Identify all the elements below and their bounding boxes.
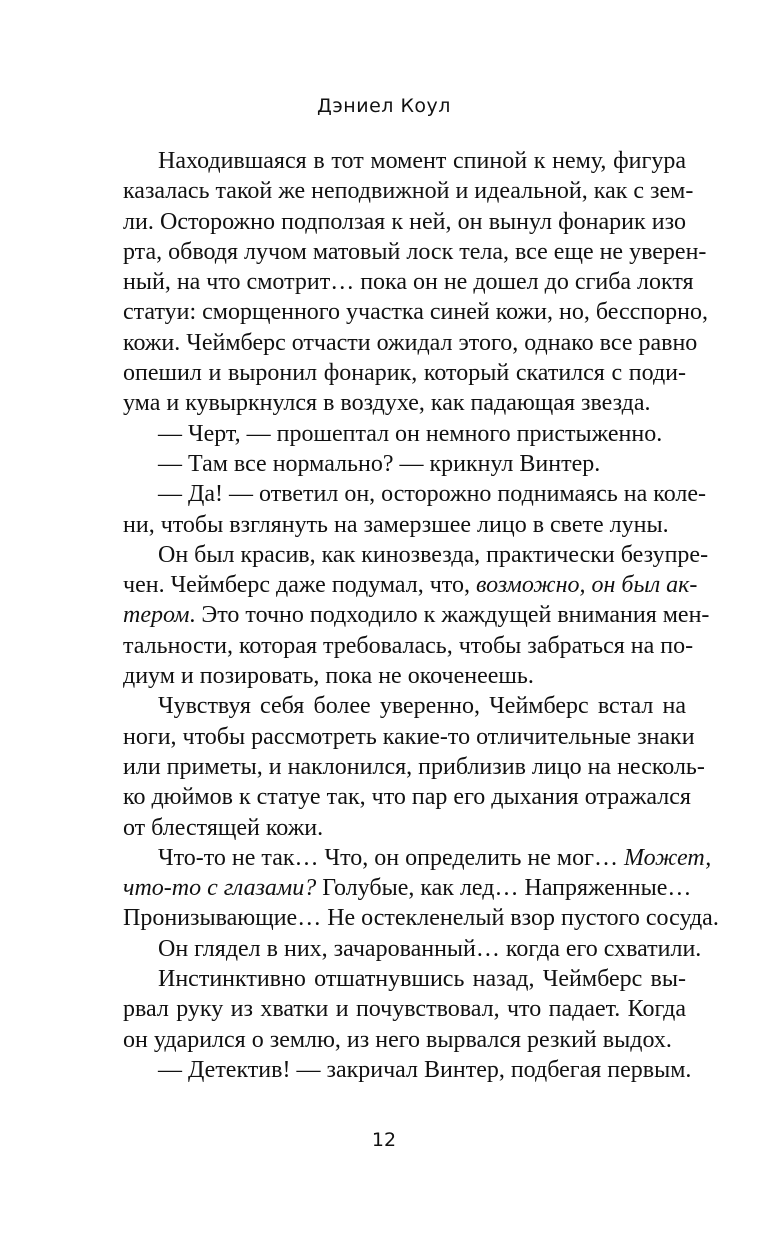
text-line-content: рвал руку из хватки и почувствовал, что падает. Когда <box>123 996 686 1023</box>
text-line <box>123 934 702 964</box>
text-line <box>123 994 686 1024</box>
text-line <box>123 419 686 449</box>
italic-text: тером <box>123 602 190 629</box>
text-line <box>123 782 691 812</box>
text-line-content: — Там все нормально? — крикнул Винтер. <box>158 450 601 477</box>
text-line-content: чен. Чеймберс даже подумал, что, <box>123 572 476 599</box>
text-line-content: Голубые, как лед… Напряженные… <box>316 875 692 902</box>
text-line <box>123 510 686 540</box>
text-line <box>123 267 694 297</box>
text-line <box>123 388 686 418</box>
text-line <box>123 1025 686 1055</box>
text-line-content: ко дюймов к статуе так, что пар его дыхания отражался <box>123 784 691 811</box>
running-head: Дэниел Коул <box>317 95 451 117</box>
text-line-content: Он был красив, как кинозвезда, практически безупре- <box>158 541 709 568</box>
text-line-content: тальности, которая требовалась, чтобы забраться на по- <box>123 632 694 659</box>
text-line <box>123 297 708 327</box>
text-line <box>123 873 692 903</box>
text-line <box>123 570 698 600</box>
text-line-content: Пронизывающие… Не остекленелый взор пустого сосуда. <box>123 905 719 932</box>
italic-text: что-то с глазами? <box>123 875 317 902</box>
text-line-content: Он глядел в них, зачарованный… когда его схватили. <box>158 935 702 962</box>
text-line-content: Что-то не так… Что, он определить не мог… <box>158 844 624 871</box>
italic-text: Может, <box>623 844 712 871</box>
text-line <box>123 661 686 691</box>
text-line-content: ноги, чтобы рассмотреть какие-то отличительные знаки <box>123 723 695 750</box>
text-line-content: ли. Осторожно подползая к ней, он вынул фонарик изо <box>123 208 686 235</box>
text-line-content: статуи: сморщенного участка синей кожи, но, бесспорно, <box>123 299 708 326</box>
text-line <box>123 449 686 479</box>
page-number: 12 <box>371 1129 397 1151</box>
text-line-content: рта, обводя лучом матовый лоск тела, все еще не уверен- <box>123 238 707 265</box>
text-line-content: Чувствуя себя более уверенно, Чеймберс встал на <box>158 693 686 720</box>
italic-text: возможно, он был ак- <box>475 572 698 599</box>
text-line-content: ный, на что смотрит… пока он не дошел до сгиба локтя <box>123 269 694 296</box>
text-line <box>123 843 712 873</box>
text-line <box>123 176 694 206</box>
text-line <box>123 600 710 630</box>
text-line-content: он ударился о землю, из него вырвался резкий выдох. <box>123 1026 672 1053</box>
text-line <box>123 691 686 721</box>
text-line-content: диум и позировать, пока не окоченеешь. <box>123 663 534 690</box>
text-line <box>123 1055 692 1085</box>
text-line <box>123 752 705 782</box>
text-line-content: опешил и выронил фонарик, который скатился с поди- <box>123 360 686 387</box>
text-line-content: или приметы, и наклонился, приблизив лицо на несколь- <box>123 753 705 780</box>
text-line <box>123 964 686 994</box>
text-line-content: . Это точно подходило к жаждущей внимания мен- <box>189 602 710 629</box>
body-text <box>123 146 719 1085</box>
text-line <box>123 146 686 176</box>
text-line-content: — Да! — ответил он, осторожно поднимаясь на коле- <box>158 481 707 508</box>
text-line <box>123 358 686 388</box>
text-line-content: Находившаяся в тот момент спиной к нему, фигура <box>158 148 686 174</box>
text-line <box>123 479 707 509</box>
text-line <box>123 813 686 843</box>
text-line-content: — Черт, — прошептал он немного пристыженно. <box>158 420 663 447</box>
text-line <box>123 631 694 661</box>
text-line <box>123 207 686 237</box>
text-line <box>123 903 719 933</box>
text-line-content: кожи. Чеймберс отчасти ожидал этого, однако все равно <box>123 329 698 356</box>
text-line-content: ума и кувыркнулся в воздухе, как падающая звезда. <box>123 390 651 417</box>
text-line-content: ни, чтобы взглянуть на замерзшее лицо в свете луны. <box>123 511 669 538</box>
text-line <box>123 540 709 570</box>
text-line-content: — Детектив! — закричал Винтер, подбегая первым. <box>158 1056 692 1083</box>
text-line-content: от блестящей кожи. <box>123 814 324 841</box>
text-line-content: казалась такой же неподвижной и идеальной, как с зем- <box>123 178 694 205</box>
text-line <box>123 237 707 267</box>
text-line-content: Инстинктивно отшатнувшись назад, Чеймберс вы- <box>158 966 686 993</box>
text-line <box>123 722 695 752</box>
text-line <box>123 328 698 358</box>
